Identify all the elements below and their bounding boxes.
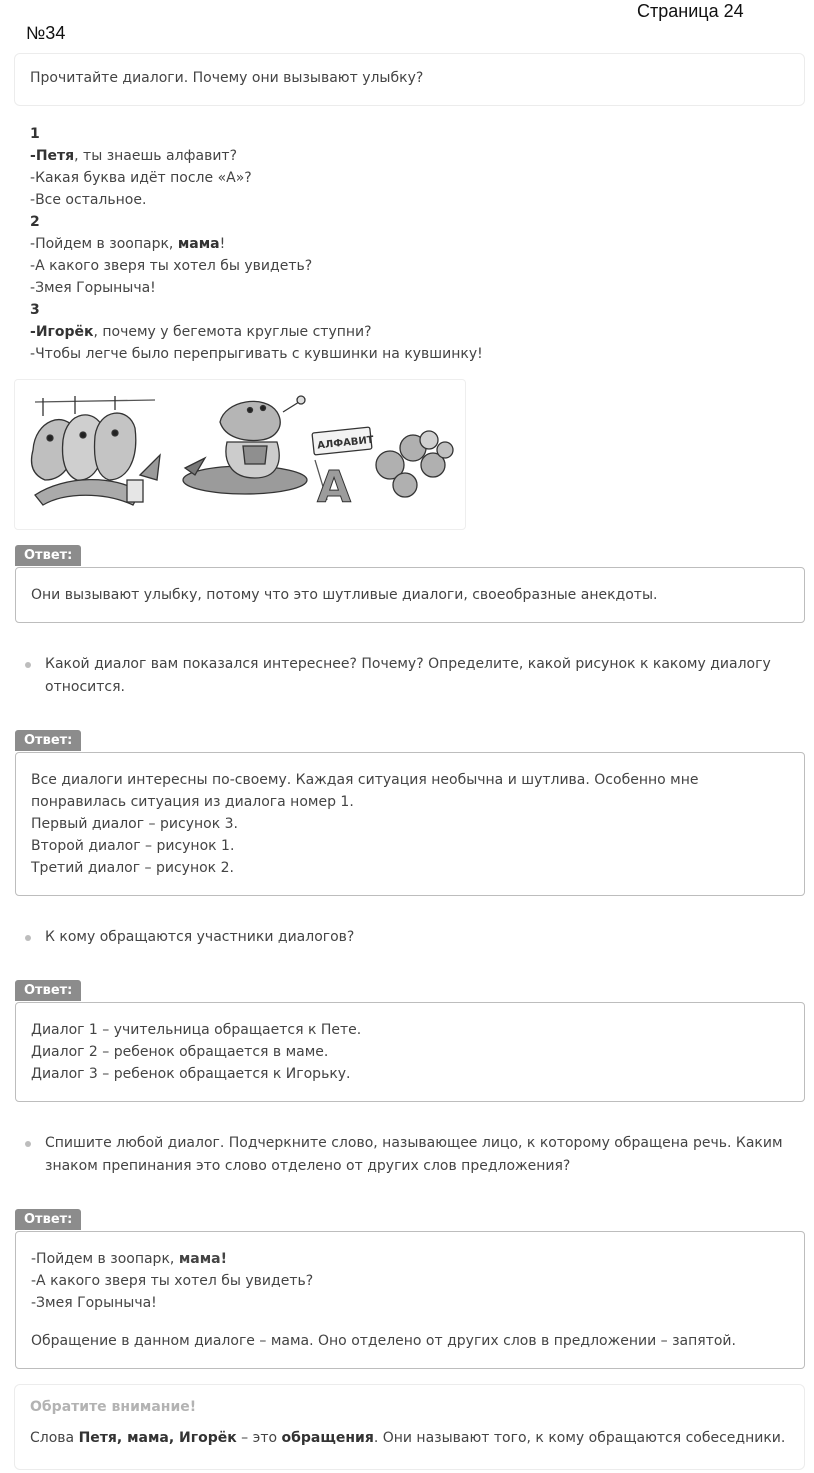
answer-box (15, 1231, 805, 1369)
dialog-line (30, 145, 790, 167)
dialog-number: 1 (30, 126, 40, 142)
answer-line: Диалог 3 – ребенок обращается к Игорьку. (31, 1066, 351, 1082)
dialog-line (30, 189, 790, 211)
answer-line: Второй диалог – рисунок 1. (31, 838, 235, 854)
dialog-number: 3 (30, 302, 40, 318)
answer-line: Первый диалог – рисунок 3. (31, 816, 238, 832)
dialog-line-text: Какая буква идёт после «А»? (35, 170, 252, 186)
dialog-line (30, 343, 790, 365)
dialog-line-prefix: - (30, 148, 36, 164)
addressee-word: Игорёк (35, 324, 94, 340)
answer-line: Они вызывают улыбку, потому что это шутливые диалоги, своеобразные анекдоты. (31, 587, 658, 603)
answer-line: Диалог 1 – учительница обращается к Пете. (31, 1022, 362, 1038)
dialog-line-text: Змея Горыныча! (35, 280, 156, 296)
dragon-picture (32, 396, 161, 505)
addressee-word: мама (177, 236, 220, 252)
dialog-line-prefix: - (30, 280, 36, 296)
question-text: Какой диалог вам показался интереснее? Почему? Определите, какой рисунок к какому диалогу относится. (45, 656, 771, 695)
addressee-word: мама! (178, 1251, 227, 1267)
answer-label: Ответ: (15, 980, 81, 1001)
dialog-line (30, 233, 790, 255)
dialog-line-prefix: - (30, 170, 36, 186)
answer-line: -А какого зверя ты хотел бы увидеть? (31, 1273, 314, 1289)
bullet-icon (25, 935, 31, 941)
illustration (14, 379, 466, 530)
answer-line: Диалог 2 – ребенок обращается в маме. (31, 1044, 329, 1060)
dialog-line-text: , почему у бегемота круглые ступни? (93, 324, 372, 340)
answer-line-text: -Пойдем в зоопарк, (31, 1251, 179, 1267)
answer-label: Ответ: (15, 1209, 81, 1230)
answer-label: Ответ: (15, 545, 81, 566)
dialog-line (30, 277, 790, 299)
letter-a: А (317, 462, 352, 513)
answer-line: Все диалоги интересны по-своему. Каждая ситуация необычна и шутлива. Особенно мне понравилась ситуация из диалога номер 1. (31, 772, 699, 810)
dialog-line (30, 255, 790, 277)
answer-line (31, 1248, 789, 1270)
dialog-line-text: , ты знаешь алфавит? (74, 148, 238, 164)
addressee-word: Петя (35, 148, 75, 164)
dialog-line-prefix: - (30, 236, 36, 252)
task-text: Прочитайте диалоги. Почему они вызывают улыбку? (30, 70, 424, 86)
question-item (25, 653, 795, 699)
answer-line: Третий диалог – рисунок 2. (31, 860, 234, 876)
dialog-line-text: Все остальное. (35, 192, 147, 208)
dialog-line-prefix: - (30, 346, 36, 362)
dialog-line-prefix: - (30, 258, 36, 274)
dialog-number: 2 (30, 214, 40, 230)
note-bold-words: Петя, мама, Игорёк (78, 1430, 237, 1446)
question-text: К кому обращаются участники диалогов? (45, 929, 355, 945)
dialog-line-tail: ! (219, 236, 226, 252)
question-text: Спишите любой диалог. Подчеркните слово, называющее лицо, к которому обращена речь. Каким знаком препинания это слово отделено от других слов предложения? (45, 1135, 783, 1174)
task-card (14, 53, 805, 106)
dialogs-block (30, 123, 790, 365)
question-item (25, 926, 795, 949)
task-number: №34 (26, 23, 66, 43)
bullet-icon (25, 1141, 31, 1147)
note-title: Обратите внимание! (30, 1399, 197, 1415)
answer-box (15, 1002, 805, 1102)
dialog-line-prefix: - (30, 192, 36, 208)
answer-line: -Змея Горыныча! (31, 1295, 157, 1311)
dialog-line (30, 167, 790, 189)
dialog-line-text: Пойдем в зоопарк, (35, 236, 178, 252)
bullet-icon (25, 662, 31, 668)
dialog-line-prefix: - (30, 324, 36, 340)
illustration-drawing (15, 380, 465, 529)
answer-conclusion: Обращение в данном диалоге – мама. Оно отделено от других слов в предложении – запятой. (31, 1333, 736, 1349)
dialog-line (30, 321, 790, 343)
question-item (25, 1132, 795, 1178)
alphabet-picture (312, 427, 453, 513)
dialog-line-text: Чтобы легче было перепрыгивать с кувшинки на кувшинку! (35, 346, 483, 362)
note-prefix: Слова (30, 1430, 79, 1446)
note-text (30, 1430, 789, 1446)
answer-box (15, 567, 805, 623)
hippo-picture (183, 396, 307, 494)
answer-box (15, 752, 805, 896)
note-suffix: . Они называют того, к кому обращаются собеседники. (373, 1430, 786, 1446)
sign-text: АЛФАВИТ (316, 434, 375, 452)
note-card (14, 1384, 805, 1470)
dialog-line-text: А какого зверя ты хотел бы увидеть? (35, 258, 313, 274)
note-middle: – это (236, 1430, 282, 1446)
note-bold-term: обращения (281, 1430, 374, 1446)
page-label: Страница 24 (637, 1, 744, 21)
answer-label: Ответ: (15, 730, 81, 751)
